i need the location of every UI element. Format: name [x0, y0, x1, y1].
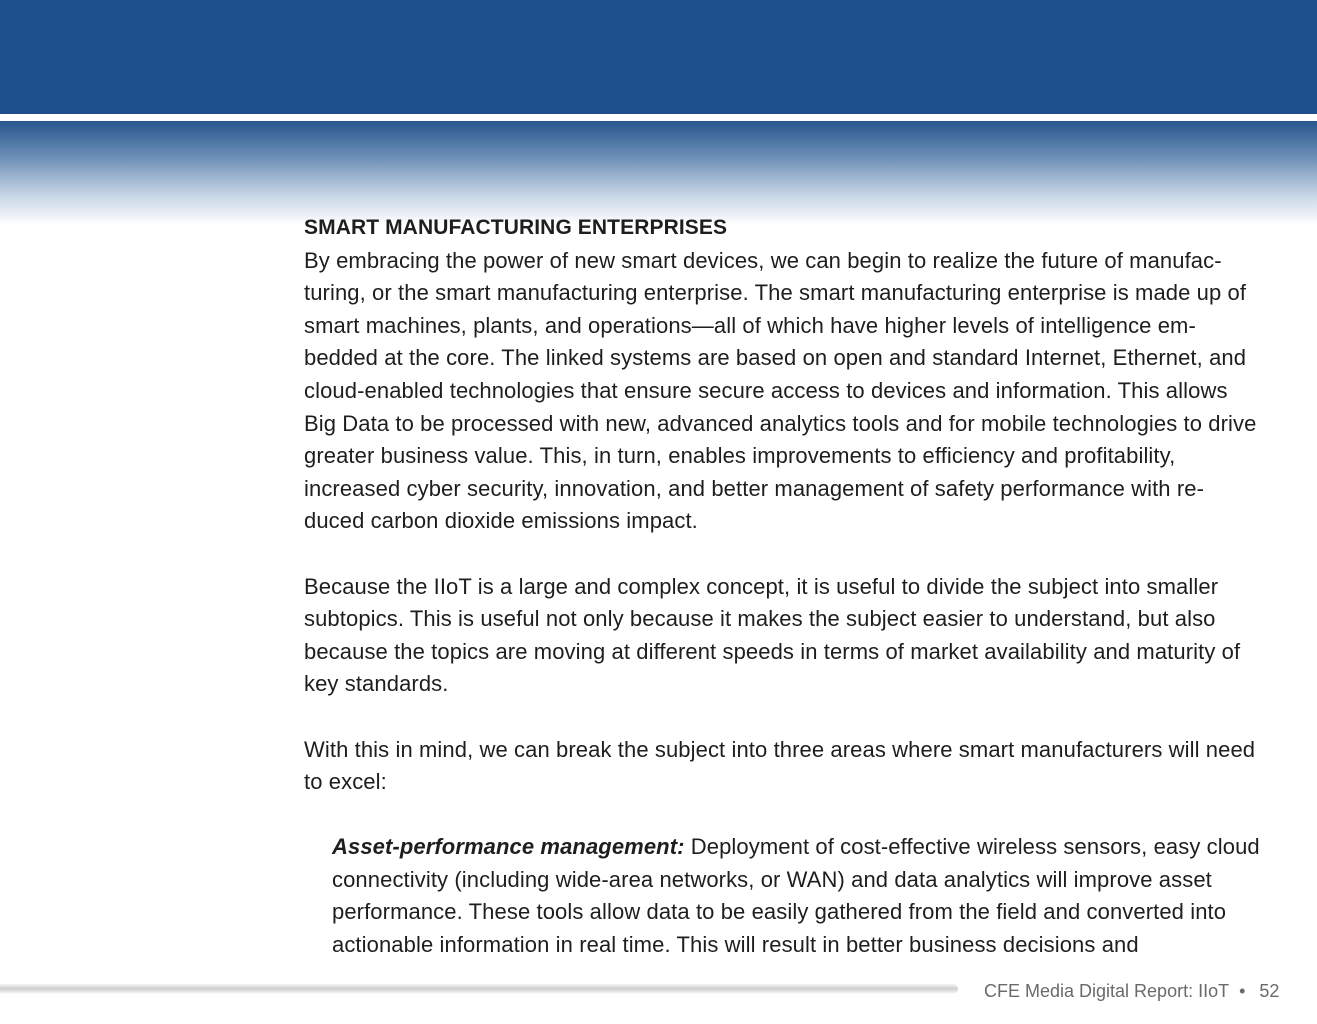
article-body	[304, 212, 1264, 962]
footer-rule	[0, 984, 958, 994]
paragraph-smart-enterprise: By embracing the power of new smart devices, we can begin to realize the future of manufac-turing, or the smart manufacturing enterprise. The smart manufacturing enterprise is made up of smart machines, plants, and operations—all of which have higher levels of intelligence em-bedded at the core. The linked systems are based on open and standard Internet, Ethernet, and cloud-enabled technologies that ensure secure access to devices and information. This allows Big Data to be processed with new, advanced analytics tools and for mobile technologies to drive greater business value. This, in turn, enables improvements to efficiency and profitability, increased cyber security, innovation, and better management of safety performance with re-duced carbon dioxide emissions impact.	[304, 247, 1257, 534]
footer-bullet: •	[1239, 981, 1246, 1001]
page-number: 52	[1259, 981, 1280, 1001]
paragraph-iiot-subtopics: Because the IIoT is a large and complex concept, it is useful to divide the subject into smaller subtopics. This is useful not only because it makes the subject easier to understand, but also because the topics are moving at different speeds in terms of market availability and maturity of key standards.	[304, 573, 1241, 697]
section-title: SMART MANUFACTURING ENTERPRISES	[304, 216, 728, 239]
list-item-term: Asset-performance management:	[332, 834, 685, 860]
header-divider-stripe	[0, 114, 1317, 121]
list-item-asset-performance	[332, 831, 1264, 961]
page-footer	[984, 978, 1284, 1004]
header-gradient	[0, 121, 1317, 225]
header-band	[0, 0, 1317, 114]
list-item-text: Deployment of cost-effective wireless sensors, easy cloud connectivity (including wide-area networks, or WAN) and data analytics will improve asset performance. These tools allow data to be easily gathered from the field and converted into actionable information in real time. This will result in better business decisions and	[332, 834, 1260, 958]
footer-publication: CFE Media Digital Report: IIoT	[984, 981, 1230, 1001]
paragraph-three-areas: With this in mind, we can break the subject into three areas where smart manufacturers will need to excel:	[304, 736, 1256, 795]
